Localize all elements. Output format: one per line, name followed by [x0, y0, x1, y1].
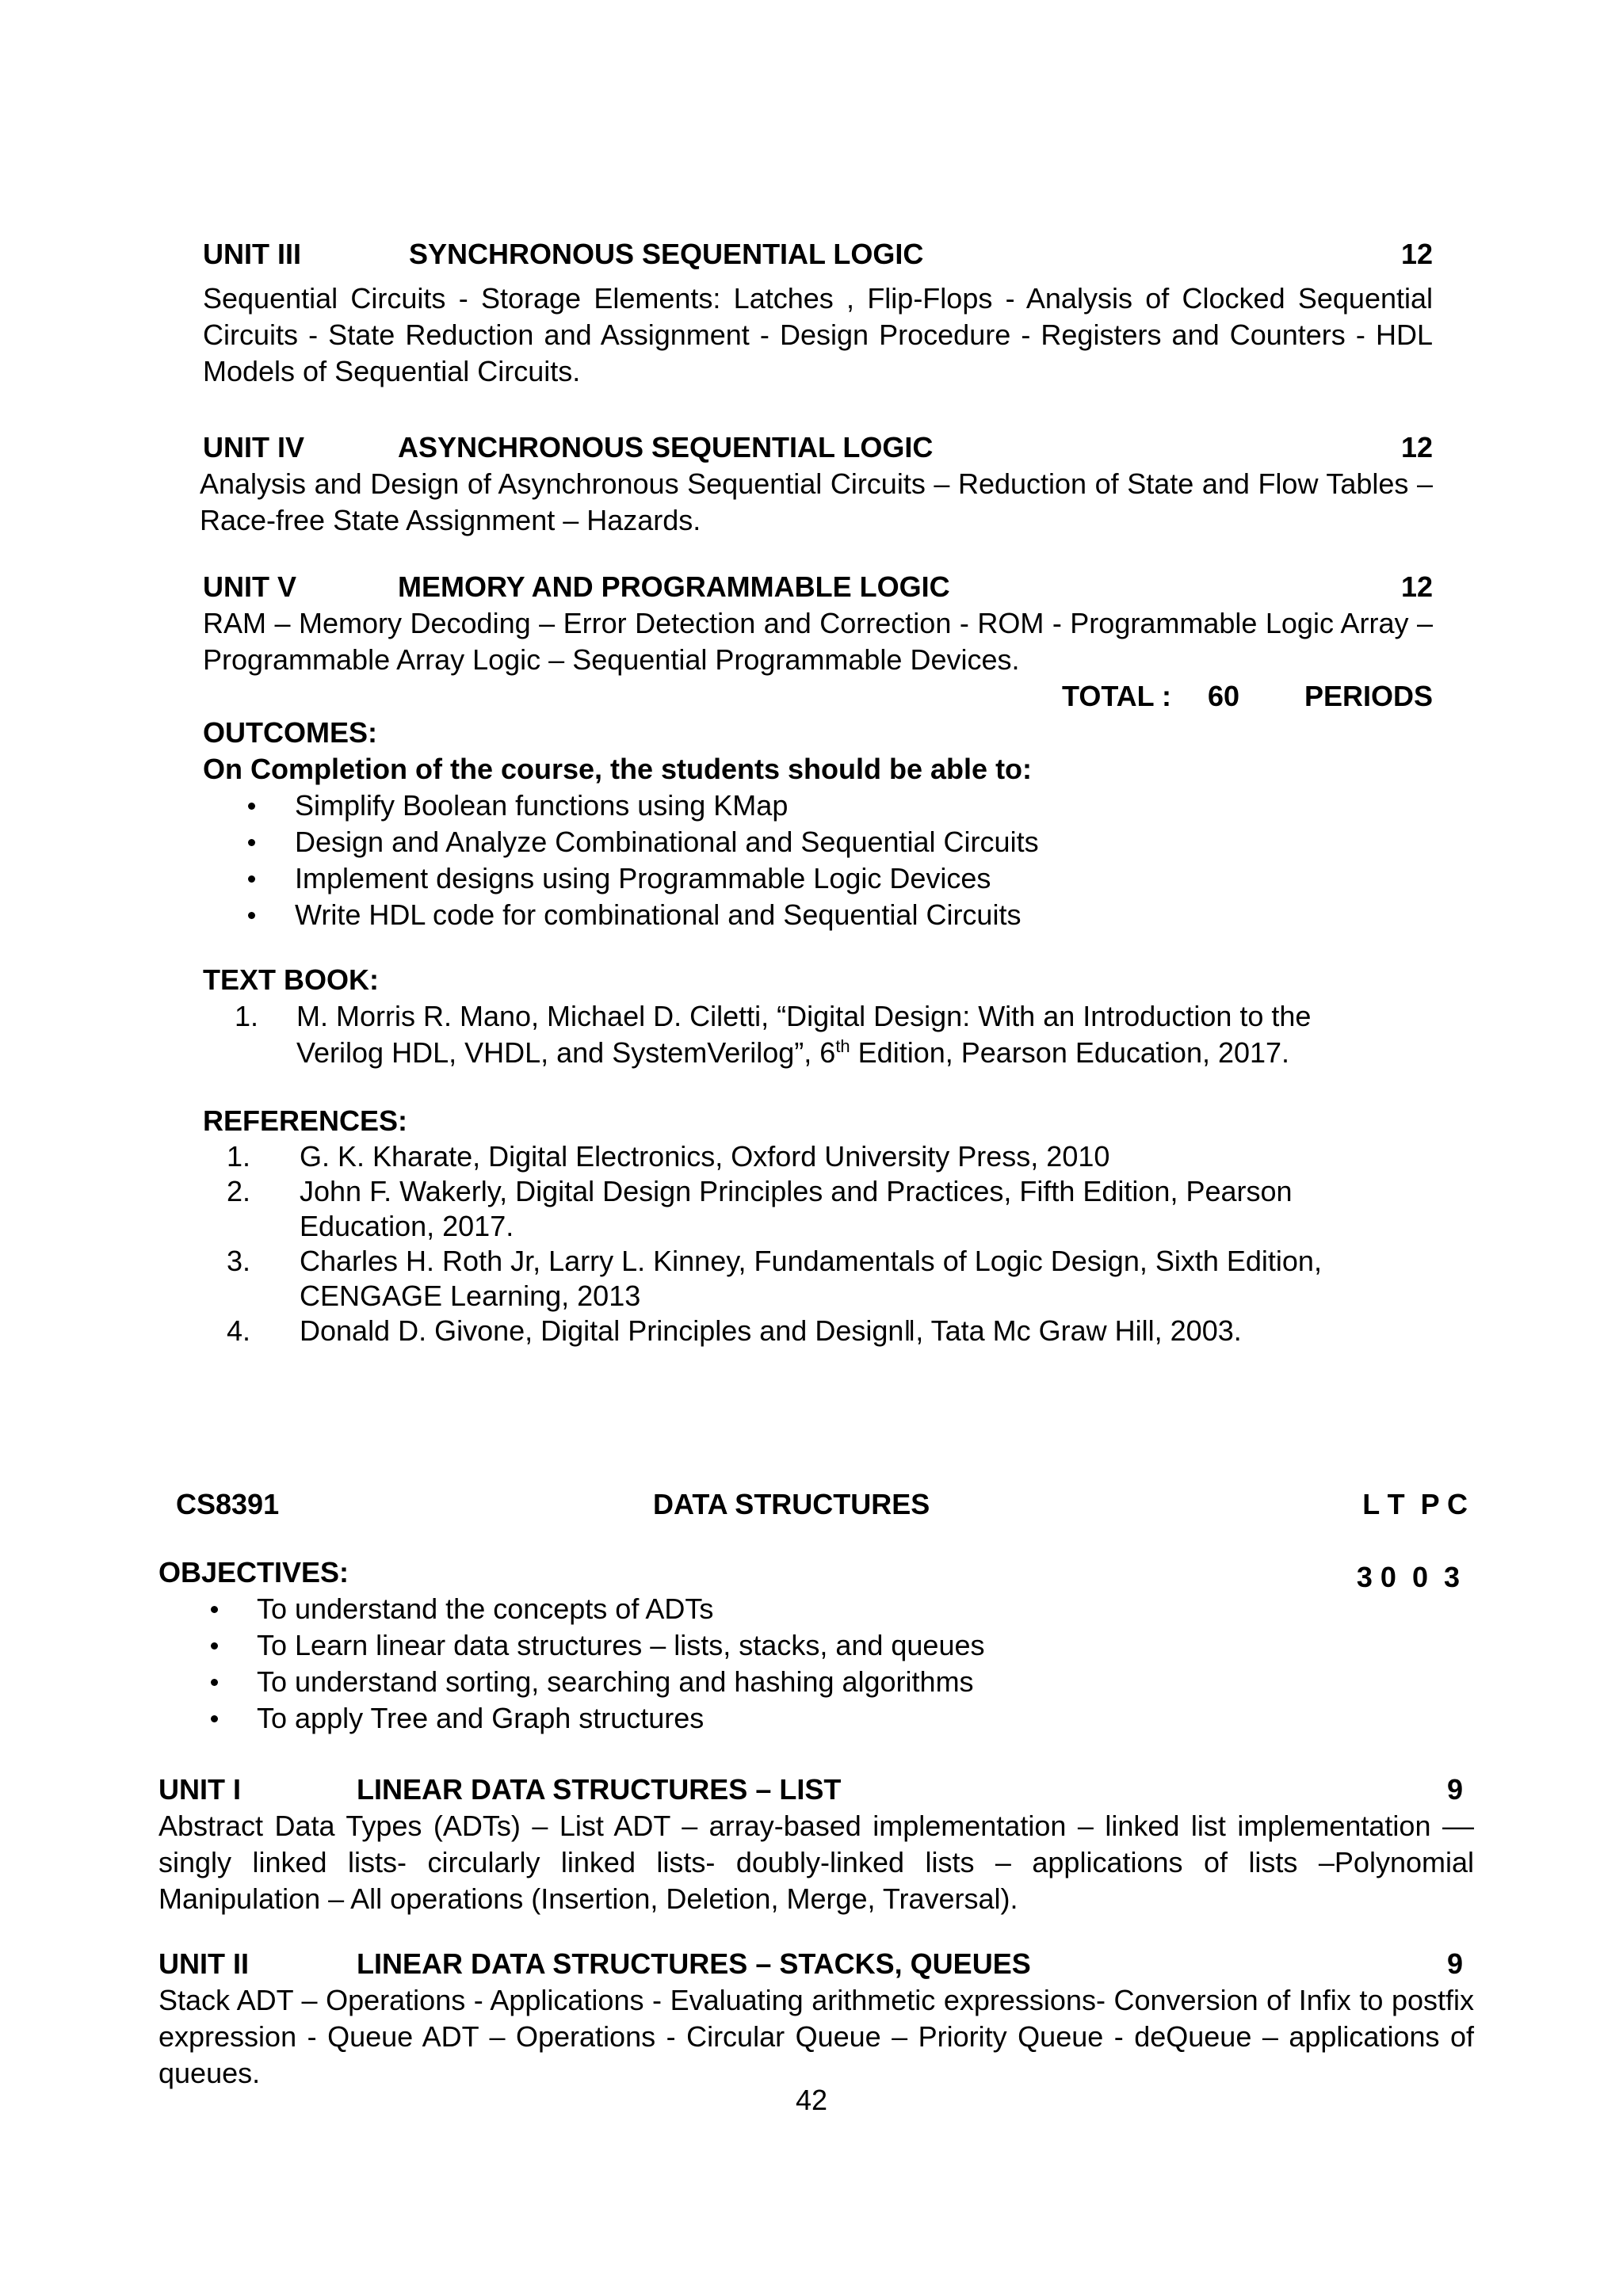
- unit-3-section: [203, 236, 1433, 390]
- textbook-line-2: [296, 1035, 1433, 1071]
- total-value: 60: [1208, 680, 1240, 712]
- unit-2-heading: [158, 1946, 1474, 1982]
- unit-hours: 12: [1400, 570, 1433, 603]
- textbook-section: [203, 962, 1433, 1071]
- bullet-icon: [211, 1642, 218, 1650]
- total-label: TOTAL :: [1062, 680, 1171, 712]
- total-periods: [1062, 678, 1433, 715]
- objectives-list: [158, 1591, 1474, 1737]
- unit-number: UNIT I: [158, 1773, 241, 1806]
- reference-text: G. K. Kharate, Digital Electronics, Oxford University Press, 2010: [300, 1140, 1110, 1173]
- references-heading: REFERENCES:: [203, 1104, 408, 1137]
- list-item: [158, 1664, 1474, 1700]
- reference-number: 1.: [227, 1140, 251, 1173]
- unit-1-heading: [158, 1772, 1474, 1808]
- unit-body: RAM – Memory Decoding – Error Detection and Correction - ROM - Programmable Logic Array – Programmable Array Logic – Sequential Programmable Devices.: [203, 607, 1433, 676]
- list-item-text: Design and Analyze Combinational and Sequential Circuits: [295, 826, 1039, 858]
- list-item-text: Implement designs using Programmable Logic Devices: [295, 862, 991, 894]
- textbook-heading: TEXT BOOK:: [203, 963, 379, 996]
- reference-item: [203, 1244, 1433, 1314]
- ltpc-label: L T P C: [1362, 1488, 1468, 1520]
- unit-5-section: [203, 569, 1433, 678]
- list-item-text: To Learn linear data structures – lists, stacks, and queues: [257, 1629, 985, 1661]
- unit-3-heading: [203, 236, 1433, 273]
- reference-text: Charles H. Roth Jr, Larry L. Kinney, Fundamentals of Logic Design, Sixth Edition,: [300, 1245, 1322, 1277]
- unit-number: UNIT III: [203, 238, 301, 270]
- bullet-icon: [248, 875, 255, 883]
- list-item-text: To understand the concepts of ADTs: [257, 1592, 714, 1625]
- list-item-text: To apply Tree and Graph structures: [257, 1702, 705, 1734]
- textbook-line-1: M. Morris R. Mano, Michael D. Ciletti, “Digital Design: With an Introduction to the: [296, 1000, 1312, 1032]
- list-item-text: Simplify Boolean functions using KMap: [295, 789, 789, 822]
- course-code: CS8391: [176, 1488, 280, 1520]
- course-header: [176, 1486, 1468, 1523]
- bullet-icon: [248, 912, 255, 919]
- unit-body: Stack ADT – Operations - Applications - Evaluating arithmetic expressions- Conversion of Infix to postfix expression - Queue ADT – Operations - Circular Queue – Priority Queue - deQueue – applications of queues.: [158, 1984, 1474, 2089]
- unit-hours: 9: [1446, 1773, 1463, 1806]
- unit-hours: 12: [1400, 431, 1433, 463]
- unit-hours: 12: [1400, 238, 1433, 270]
- page-number: 42: [795, 2084, 828, 2116]
- unit-4-heading: [200, 429, 1433, 466]
- ltpc-values-text: 3 0 0 3: [1356, 1561, 1460, 1593]
- reference-text: Donald D. Givone, Digital Principles and Design‖, Tata Mc Graw Hill, 2003.: [300, 1314, 1242, 1347]
- course-title: DATA STRUCTURES: [653, 1488, 930, 1520]
- reference-item: [203, 1314, 1433, 1348]
- unit-title: LINEAR DATA STRUCTURES – LIST: [357, 1773, 842, 1806]
- unit-title: ASYNCHRONOUS SEQUENTIAL LOGIC: [398, 431, 934, 463]
- list-item: [203, 897, 1433, 933]
- unit-title: MEMORY AND PROGRAMMABLE LOGIC: [398, 570, 950, 603]
- reference-number: 4.: [227, 1314, 251, 1347]
- unit-body: Sequential Circuits - Storage Elements: Latches , Flip-Flops - Analysis of Clocked Sequential Circuits - State Reduction and Assignment - Design Procedure - Registers and Counters - HDL Models of Sequential Circuits.: [203, 282, 1433, 387]
- bullet-icon: [248, 839, 255, 846]
- unit-body: Analysis and Design of Asynchronous Sequential Circuits – Reduction of State and Flow Tables – Race-free State Assignment – Hazards.: [200, 467, 1433, 536]
- textbook-line-2-text: Verilog HDL, VHDL, and SystemVerilog”, 6: [296, 1036, 836, 1069]
- total-unit: PERIODS: [1304, 680, 1433, 712]
- unit-1-section: [158, 1772, 1474, 1917]
- unit-number: UNIT II: [158, 1947, 249, 1980]
- objectives-section: [158, 1554, 1474, 1737]
- reference-number: 2.: [227, 1175, 251, 1207]
- outcomes-heading: OUTCOMES:: [203, 716, 377, 749]
- bullet-icon: [248, 803, 255, 810]
- list-item-text: Write HDL code for combinational and Sequential Circuits: [295, 898, 1022, 931]
- reference-text: Education, 2017.: [300, 1210, 514, 1242]
- list-item: [203, 860, 1433, 897]
- unit-body: Abstract Data Types (ADTs) – List ADT – array-based implementation – linked list implementation ––singly linked lists- circularly linked lists- doubly-linked lists – applications of lists –Polynomial Manipulation – All operations (Insertion, Deletion, Merge, Traversal).: [158, 1810, 1474, 1915]
- outcomes-section: [203, 715, 1433, 933]
- unit-5-heading: [203, 569, 1433, 605]
- list-item: [203, 788, 1433, 824]
- bullet-icon: [211, 1679, 218, 1686]
- outcomes-intro: On Completion of the course, the students should be able to:: [203, 753, 1033, 785]
- reference-item: [203, 1174, 1433, 1244]
- list-item: [203, 824, 1433, 860]
- unit-title: SYNCHRONOUS SEQUENTIAL LOGIC: [409, 238, 924, 270]
- edition-superscript: th: [835, 1036, 850, 1056]
- unit-2-section: [158, 1946, 1474, 2092]
- list-item: [158, 1627, 1474, 1664]
- objectives-heading: OBJECTIVES:: [158, 1556, 349, 1589]
- references-section: [203, 1103, 1433, 1348]
- references-list: [203, 1139, 1433, 1348]
- list-item-text: To understand sorting, searching and hashing algorithms: [257, 1665, 974, 1698]
- reference-item: [203, 1139, 1433, 1174]
- reference-text: John F. Wakerly, Digital Design Principles and Practices, Fifth Edition, Pearson: [300, 1175, 1293, 1207]
- textbook-entry: [203, 998, 1433, 1071]
- unit-hours: 9: [1446, 1947, 1463, 1980]
- list-item: [158, 1591, 1474, 1627]
- unit-number: UNIT IV: [203, 431, 305, 463]
- reference-number: 3.: [227, 1245, 251, 1277]
- unit-title: LINEAR DATA STRUCTURES – STACKS, QUEUES: [357, 1947, 1031, 1980]
- list-item: [158, 1700, 1474, 1737]
- reference-text: CENGAGE Learning, 2013: [300, 1280, 641, 1312]
- unit-4-section: [200, 429, 1433, 539]
- bullet-icon: [211, 1715, 218, 1722]
- bullet-icon: [211, 1606, 218, 1613]
- textbook-number: 1.: [235, 1000, 259, 1032]
- textbook-line-2-rest: Edition, Pearson Education, 2017.: [850, 1036, 1290, 1069]
- unit-number: UNIT V: [203, 570, 297, 603]
- outcomes-list: [203, 788, 1433, 933]
